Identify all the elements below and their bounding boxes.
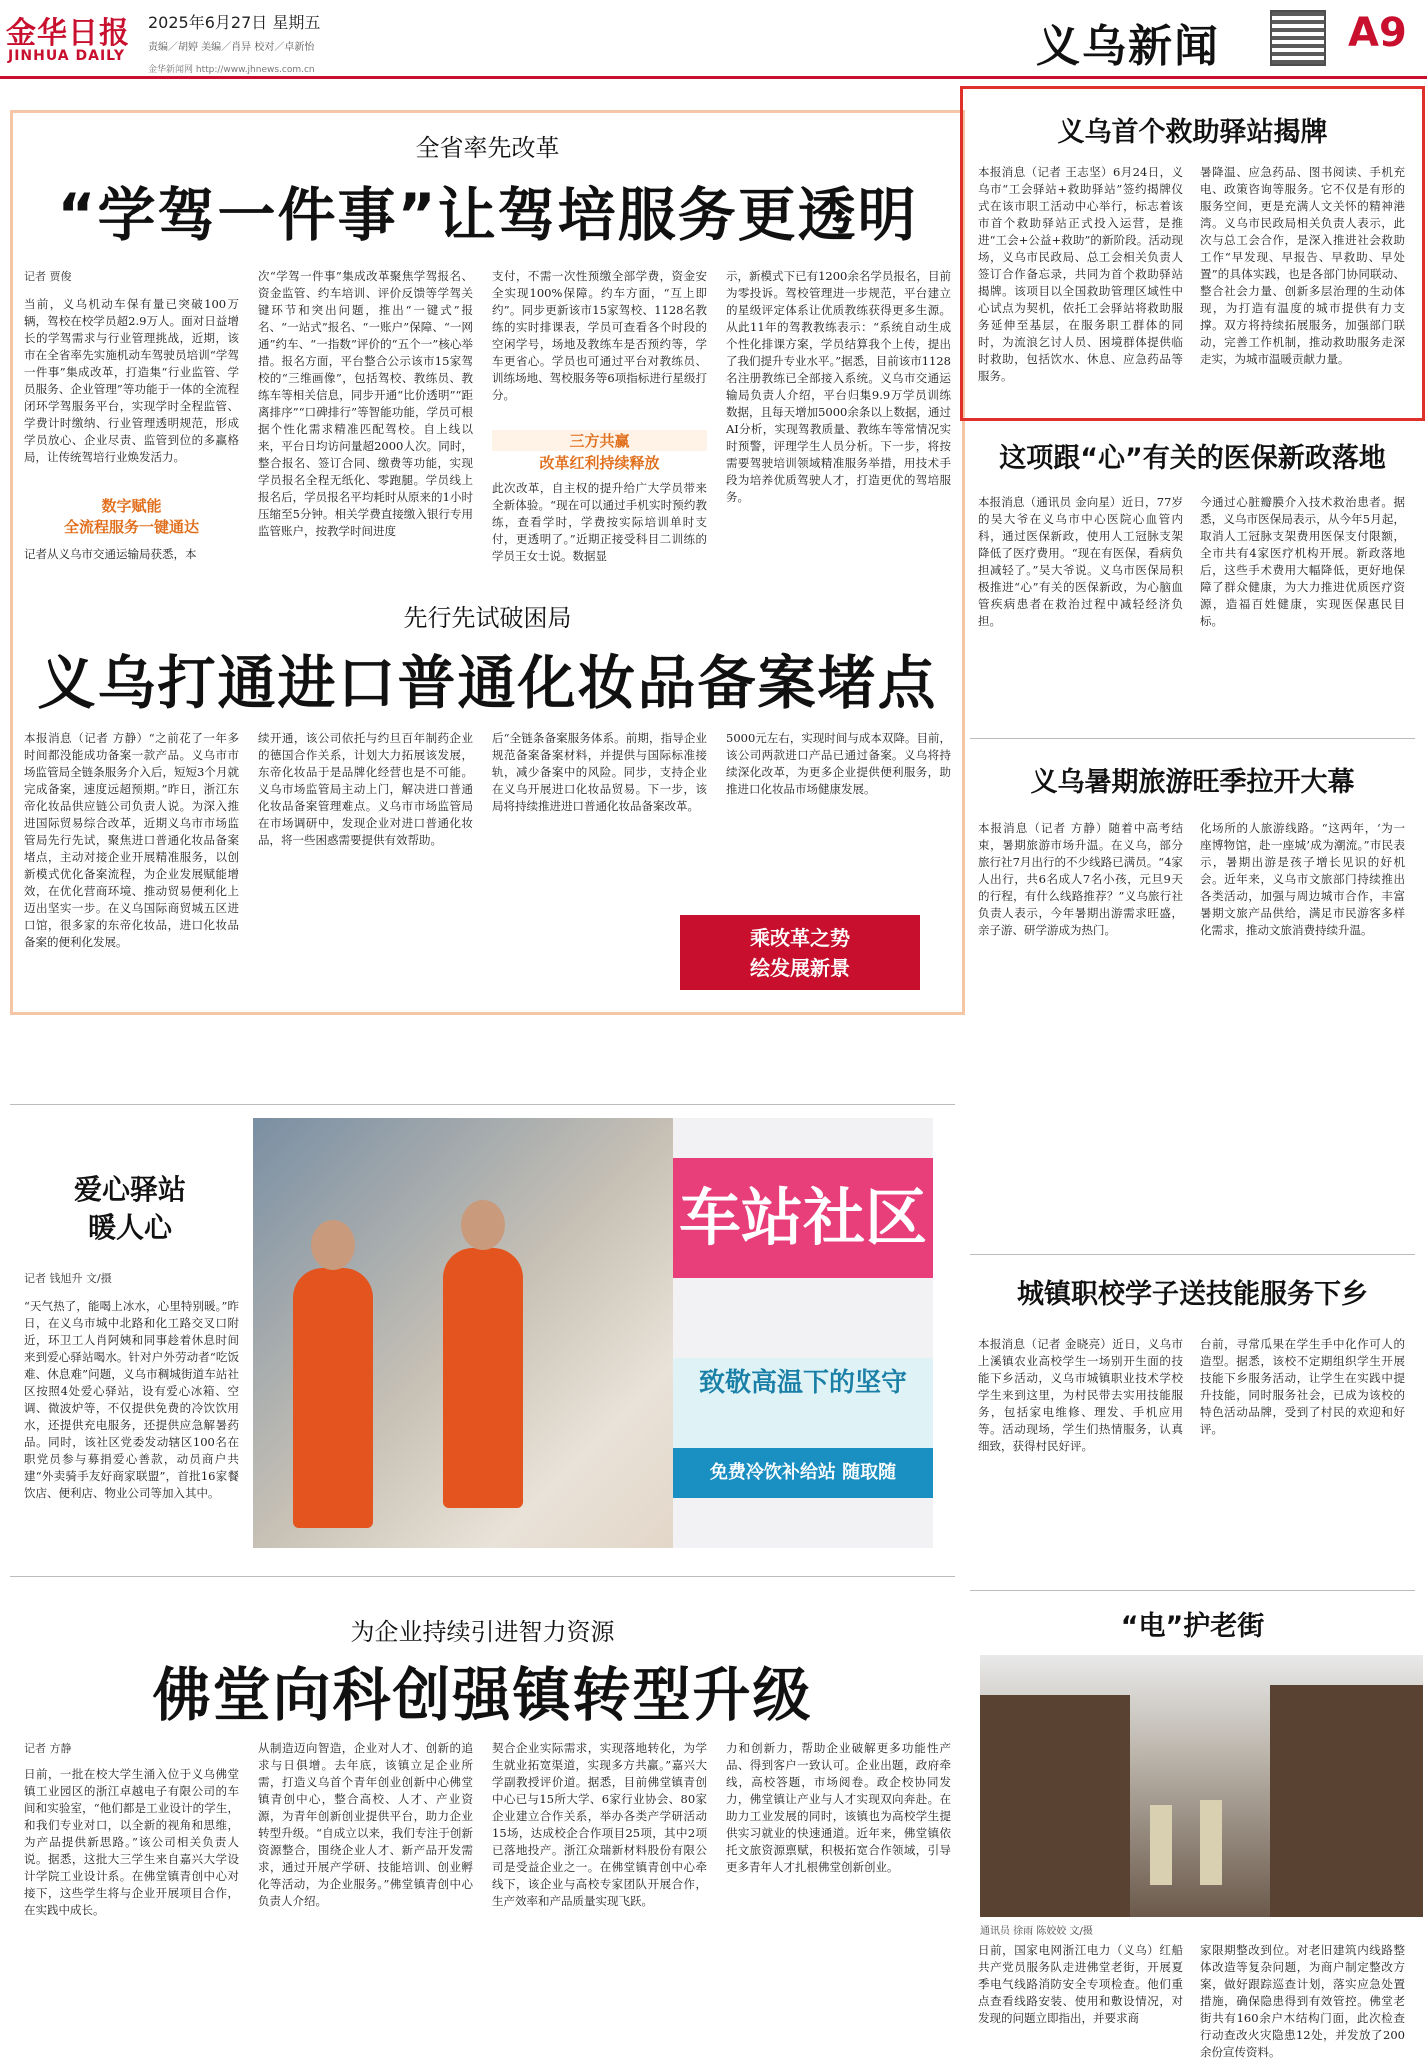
article2-col1: 本报消息（记者 方静）“之前花了一年多时间都没能成功备案一款产品。义乌市市场监管局全链条服务介入后，短短3个月就完成备案，速度远超预期。”昨日，浙江东帝化妆品供应链公司负责人说。为深入推进国际贸易综合改革，近期义乌市市场监管局先行先试，聚焦进口普通化妆品备案堵点，主动对接企业开展精准服务，以创新模式优化备案流程，为企业发展赋能增效，在优化营商环境、推动贸易便利化上迈出坚实一步。在义乌国际商贸城五区进口馆，很多家的东帝化妆品，进口化妆品备案的便利化发展。 [24, 731, 239, 949]
newspaper-logo-en: JINHUA DAILY [8, 48, 126, 64]
article1-headline: “学驾一件事”让驾培服务更透明 [57, 181, 918, 249]
article1-subhead1: 数字赋能 [101, 497, 162, 515]
article2-col3: 后“全链条备案服务体系。前期，指导企业规范备案备案材料，并提供与国际标准接轨，减少备案中的风险。同步，支持企业在义乌开展进口化妆品贸易。下一步，该局将持续推进进口普通化妆品备案改革。 [492, 731, 707, 813]
article8-col4: 力和创新力，帮助企业破解更多功能性产品、得到客户一致认可。企业出题，政府牵线，高校答题，市场阅卷。政企校协同发力，佛堂镇让产业与人才实现双向奔赴。在助力工业发展的同时，该镇也为高校学生提供实习就业的快速通道。近年来，佛堂镇依托文旅资源禀赋，积极拓宽合作领域，引导更多青年人才扎根佛堂创新创业。 [726, 1741, 951, 1874]
old-building [980, 1695, 1130, 1917]
article1-subhead2b: 改革红利持续释放 [539, 454, 660, 472]
divider [970, 1590, 1415, 1591]
article4-col1: 本报消息（通讯员 金向星）近日，77岁的吴大爷在义乌市中心医院心血管内科，通过医保新政，使用人工冠脉支架降低了医疗费用。“现在有医保，看病负担减轻了。”吴大爷说。义乌市医保局积极推进“心”有关的医保新政，为心脑血管疾病患者在救治过程中减轻经济负担。 [978, 495, 1183, 628]
article2-col4: 5000元左右，实现时间与成本双降。目前，该公司两款进口产品已通过备案。义乌将持续深化改革，为更多企业提供便利服务，助推进口化妆品市场健康发展。 [726, 731, 951, 796]
divider [970, 738, 1415, 739]
article7-byline: 记者 钱旭升 文/摄 [24, 1272, 112, 1285]
article8-col3: 契合企业实际需求，实现落地转化，为学生就业拓宽渠道，实现多方共赢。”嘉兴大学副教授评价道。据悉，目前佛堂镇青创中心已与15所大学、6家行业协会、80家企业建立合作关系，举办各类产学研活动15场，达成校企合作项目25项，其中2项已落地投产。浙江众瑞新材料股份有限公司是受益企业之一。在佛堂镇青创中心牵线下，该企业与高校专家团队开展合作，生产效率和产品质量实现飞跃。 [492, 1741, 707, 1908]
article2-kicker: 先行先试破困局 [403, 604, 572, 632]
article1-col2: 次“学驾一件事”集成改革聚焦学驾报名、资金监管、约车培训、评价反馈等学驾关键环节和突出问题，推出“一键式”报名、“一站式”报名、“一账户”保障、“一网通”约车、“一指数”评价的“五个一”核心举措。报名方面，平台整合公示该市15家驾校的“三维画像”，包括驾校、教练员、教练车等相关信息，同步开通“比价透明”“距离排序”“口碑排行”等智能功能，学员可根据个性化需求精准匹配驾校。自上线以来，平台日均访问量超2000人次。同时，整合报名、签订合同、缴费等功能，实现学员报名全程无纸化、零跑腿。学员线上报名后，学员报名平均耗时从原来的1小时压缩至5分钟。相关学费直接缴入银行专用监管账户，按教学时间进度 [258, 269, 473, 538]
article1-col1b: 记者从义乌市交通运输局获悉，本 [24, 547, 197, 561]
article8-byline: 记者 方静 [24, 1742, 72, 1755]
article9-col1: 日前，国家电网浙江电力（义乌）红船共产党员服务队走进佛堂老街，开展夏季电气线路消防安全专项检查。他们重点查看线路安装、使用和敷设情况，对发现的问题立即指出，并要求商 [978, 1943, 1183, 2025]
article8-kicker: 为企业持续引进智力资源 [350, 1618, 615, 1646]
article8-col1: 日前，一批在校大学生涌入位于义乌佛堂镇工业园区的浙江卓越电子有限公司的车间和实验室，“他们都是工业设计的学生，和我们专业对口，以全新的视角和思维，为产品提供新思路。”该公司相关负责人说。据悉，这批大三学生来自嘉兴大学设计学院工业设计系。在佛堂镇青创中心对接下，这些学生将与企业开展项目合作，在实践中成长。 [24, 1767, 239, 1917]
qr-code-icon [1270, 10, 1326, 66]
article1-subhead2: 三方共赢 [492, 430, 707, 451]
section-title: 义乌新闻 [1036, 21, 1220, 72]
banner-line2: 绘发展新景 [750, 956, 850, 980]
article4-title: 这项跟“心”有关的医保新政落地 [999, 443, 1386, 474]
article1-subhead1b: 全流程服务一键通达 [63, 518, 199, 536]
worker-figure [1200, 1800, 1222, 1885]
article1-col1: 当前，义乌机动车保有量已突破100万辆，驾校在校学员超2.9万人。面对日益增长的学驾需求与行业管理挑战，近期，该市在全省率先实施机动车驾驶员培训“学驾一件事”集成改革，打造集“行业监管、学员服务、企业管理”等功能于一体的全流程闭环学驾服务平台，实现学时全程监管、学费计时缴纳、行业管理透明规范，形成学员放心、企业尽责、监管到位的多赢格局，让传统驾培行业焕发活力。 [24, 297, 239, 464]
article2-banner [680, 915, 920, 990]
article5-col1: 本报消息（记者 方静）随着中高考结束，暑期旅游市场升温。在义乌，部分旅行社7月出行的不少线路已满员。“4家人出行，共6名成人7名小孩，元旦9天的行程，有什么线路推荐？”义乌旅行社负责人表示，今年暑期出游需求旺盛，亲子游、研学游成为热门。 [978, 821, 1183, 937]
article9-col2: 家限期整改到位。对老旧建筑内线路整体改造等复杂问题，为商户制定整改方案，做好跟踪巡查计划，落实应急处置措施，确保隐患得到有效管控。佛堂老街共有160余户木结构门面，此次检查行动查改火灾隐患12处，并发放了200余份宣传资料。 [1200, 1943, 1405, 2059]
article6-title: 城镇职校学子送技能服务下乡 [1017, 1279, 1368, 1310]
article5-title: 义乌暑期旅游旺季拉开大幕 [1030, 767, 1355, 798]
issue-date: 2025年6月27日 星期五 [148, 13, 321, 32]
article1-col4: 示，新模式下已有1200余名学员报名，目前为零投诉。驾校管理进一步规范，平台建立的星级评定体系让优质教练获得更多生源。从此11年的驾教教练表示：“系统自动生成个性化排课方案，学员结算我个上传，提出了我们提升专业水平。”据悉，目前该市1128名注册教练已全部接入系统。义乌市交通运输局负责人介绍，平台归集9.9万学员训练数据，且每天增加5000余条以上数据，通过AI分析，实现驾教质量、教练车等常情况实时预警，评理学生人员分析。下一步，将按需要驾驶培训领域精准服务举措，用技术手段为培养优质驾驶人才，打造更优的驾培服务。 [726, 269, 951, 504]
article7-title-line2: 暖人心 [87, 1211, 172, 1244]
editors-line: 责编／胡婷 美编／肖异 校对／卓新怡 [148, 42, 315, 53]
masthead [0, 0, 1427, 80]
worker-figure [443, 1248, 523, 1508]
newspaper-logo: 金华日报 [6, 16, 130, 51]
article6-col2: 台前，寻常瓜果在学生手中化作可人的造型。据悉，该校不定期组织学生开展技能下乡服务活动，让学生在实践中提升技能，同时服务社会，已成为该校的特色活动品牌，受到了村民的欢迎和好评。 [1200, 1337, 1405, 1436]
article9-photo [980, 1655, 1423, 1917]
article6-col1: 本报消息（记者 金晓亮）近日，义乌市上溪镇农业高校学生一场别开生面的技能下乡活动，义乌市城镇职业技术学校学生来到这里，为村民带去实用技能服务，包括家电维修、理发、手机应用等。活动现场，学生们热情服务，认真细致，获得村民好评。 [978, 1337, 1183, 1453]
article7-body: “天气热了，能喝上冰水，心里特别暖。”昨日，在义乌市城中北路和化工路交叉口附近，环卫工人肖阿姨和同事趁着休息时间来到爱心驿站喝水。针对户外劳动者“吃饭难、休息难”问题，义乌市稠城街道车站社区按照4处爱心驿站，设有爱心冰箱、空调、微波炉等，不仅提供免费的冷饮饮用水，还提供充电服务，还提供应急解暑药品。同时，该社区党委发动辖区100名在职党员参与募捐爱心善款，动员商户共建“外卖骑手友好商家联盟”，首批16家餐饮店、便利店、物业公司等加入其中。 [24, 1299, 239, 1500]
divider [10, 1576, 955, 1577]
banner-line1: 乘改革之势 [750, 926, 850, 950]
article5-col2: 化场所的人旅游线路。“这两年，‘为一座博物馆，赴一座城’成为潮流。”市民表示，暑期出游是孩子增长见识的好机会。近年来，义乌市文旅部门持续推出各类活动，加强与周边城市合作，丰富暑期文旅产品供给，满足市民游客多样化需求，推动文旅消费持续升温。 [1200, 821, 1405, 937]
article7-title-line1: 爱心驿站 [73, 1173, 186, 1206]
article4-col2: 今通过心脏瓣膜介入技术救治患者。据悉，义乌市医保局表示，从今年5月起，取消人工冠脉支架费用医保支付限额，全市共有4家医疗机构开展。新政落地后，这些手术费用大幅降低，更好地保障了群众健康，为大力推进优质医疗资源，造福百姓健康，实现医保惠民目标。 [1200, 495, 1405, 628]
page-number: A9 [1348, 10, 1407, 56]
photo-sign-line1: 致敬高温下的坚守 [673, 1358, 933, 1448]
article8-headline: 佛堂向科创强镇转型升级 [152, 1661, 813, 1729]
photo-sign-main: 车站社区 [673, 1158, 933, 1278]
old-building [1270, 1685, 1423, 1917]
article1-col3b: 此次改革，自主权的提升给广大学员带来全新体验。“现在可以通过手机实时预约教练，查看学时，学费按实际培训单时支付，更透明了。”近期正接受科目二训练的学员王女士说。数据显 [492, 481, 707, 563]
article1-kicker: 全省率先改革 [415, 134, 560, 162]
article3-title: 义乌首个救助驿站揭牌 [1057, 117, 1328, 148]
article8-col2: 从制造迈向智造，企业对人才、创新的追求与日俱增。去年底，该镇立足企业所需，打造义乌首个青年创业创新中心佛堂镇青创中心，整合高校、人才、产业资源，为青年创新创业提供平台，助力企业转型升级。“自成立以来，我们专注于创新资源整合，围绕企业人才、新产品开发需求，通过开展产学研、技能培训、创业孵化等活动，为企业服务。”佛堂镇青创中心负责人介绍。 [258, 1741, 473, 1908]
article1-byline: 记者 贾俊 [24, 270, 72, 283]
article2-col2: 续开通，该公司依托与约旦百年制药企业的德国合作关系，计划大力拓展该发展，东帝化妆品于是品牌化经营也是不可能。义乌市场监管局主动上门，解决进口普通化妆品备案管理难点。义乌市市场监管局在市场调研中，发现企业对进口普通化妆品，将一些困惑需要提供有效帮助。 [258, 731, 473, 847]
article1-col3: 支付，不需一次性预缴全部学费，资金安全实现100%保障。约车方面，“互上即约”。同步更新该市15家驾校、1128名教练的实时排课表，学员可查看各个时段的空闲学号，场地及教练车是否预约等，学车更省心。学员也可通过平台对教练员、训练场地、驾校服务等6项指标进行星级打分。 [492, 269, 707, 402]
masthead-rule [0, 76, 1427, 79]
photo-sign-line2: 免费冷饮补给站 随取随 [673, 1448, 933, 1498]
website-line: 金华新闻网 http://www.jhnews.com.cn [148, 65, 315, 75]
article9-caption: 通讯员 徐雨 陈姣姣 文/摄 [980, 1926, 1093, 1937]
article2-headline: 义乌打通进口普通化妆品备案堵点 [37, 649, 938, 717]
article3-col2: 暑降温、应急药品、图书阅读、手机充电、政策咨询等服务。它不仅是有形的服务空间，更是充满人文关怀的精神港湾。义乌市民政局相关负责人表示，此次与总工会合作，是深入推进社会救助工作“早发现、早报告、早救助、早处置”的具体实践，也是各部门协同联动、整合社会力量、创新多层治理的生动体现，为打造有温度的城市提供有力支撑。双方将持续拓展服务，加强部门联动，完善工作机制，推动救助服务走深走实，为城市温暖贡献力量。 [1200, 165, 1405, 366]
worker-figure [293, 1268, 373, 1528]
divider [10, 1104, 955, 1105]
article3-col1: 本报消息（记者 王志坚）6月24日，义乌市“工会驿站+救助驿站”签约揭牌仪式在该市职工活动中心举行，标志着该市首个救助驿站正式投入运营，是推进“工会+公益+救助”的新阶段。活动现场，义乌市民政局、总工会相关负责人签订合作备忘录，共同为首个救助驿站揭牌。该项目以全国救助管理区域性中心试点为契机，依托工会驿站将救助服务延伸至基层，在服务职工群体的同时，为流浪乞讨人员、困境群体提供临时救助，包括饮水、休息、应急药品等服务。 [978, 165, 1183, 383]
divider [970, 1254, 1415, 1255]
article7-photo [253, 1118, 933, 1548]
article9-title: “电”护老街 [1120, 1611, 1265, 1642]
worker-figure [1150, 1805, 1172, 1885]
